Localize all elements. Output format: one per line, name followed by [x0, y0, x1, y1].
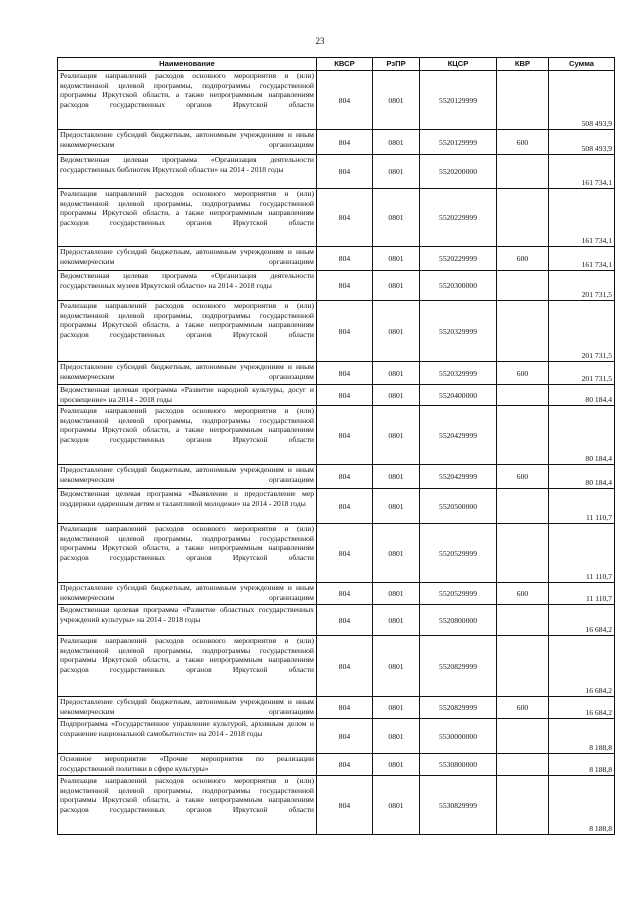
row-kvsr: 804	[317, 247, 373, 271]
table-row	[58, 605, 615, 636]
table-row	[58, 271, 615, 301]
table-row	[58, 776, 615, 835]
table-row	[58, 524, 615, 583]
row-kvr	[497, 776, 549, 835]
row-kvr: 600	[497, 130, 549, 155]
row-kcsr: 5520200000	[420, 155, 497, 189]
row-name: Подпрограмма «Государственное управление культурой, архивным делом и сохранение национальной самобытности» на 2014 - 2018 годы	[58, 719, 317, 754]
row-name: Реализация направлений расходов основного мероприятия и (или) ведомственной целевой программы, подпрограммы государственной программы Иркутской области, а также непрограммным направлениям расходов государственных органов Иркутской области	[58, 189, 317, 247]
row-kvr	[497, 719, 549, 754]
row-kvsr: 804	[317, 719, 373, 754]
table-row	[58, 130, 615, 155]
row-kcsr: 5520529999	[420, 583, 497, 605]
row-kvr	[497, 754, 549, 776]
table-row	[58, 71, 615, 130]
row-kcsr: 5520129999	[420, 130, 497, 155]
row-kvr: 600	[497, 465, 549, 489]
table-row	[58, 189, 615, 247]
row-name: Основное мероприятие «Прочие мероприятия по реализации государственной политики в сфере культуры»	[58, 754, 317, 776]
row-name: Реализация направлений расходов основного мероприятия и (или) ведомственной целевой программы, подпрограммы государственной программы Иркутской области, а также непрограммным направлениям расходов государственных органов Иркутской области	[58, 776, 317, 835]
table-row	[58, 362, 615, 385]
row-sum: 161 734,1	[549, 189, 615, 247]
row-rzpr: 0801	[373, 71, 420, 130]
row-kcsr: 5520300000	[420, 271, 497, 301]
row-name: Ведомственная целевая программа «Развитие областных государственных учреждений культуры» на 2014 - 2018 годы	[58, 605, 317, 636]
row-kcsr: 5520800000	[420, 605, 497, 636]
row-kvr	[497, 605, 549, 636]
row-name: Реализация направлений расходов основного мероприятия и (или) ведомственной целевой программы, подпрограммы государственной программы Иркутской области, а также непрограммным направлениям расходов государственных органов Иркутской области	[58, 71, 317, 130]
row-rzpr: 0801	[373, 776, 420, 835]
row-rzpr: 0801	[373, 583, 420, 605]
row-kvr	[497, 406, 549, 465]
row-sum: 8 188,8	[549, 776, 615, 835]
table-row	[58, 754, 615, 776]
row-sum: 11 110,7	[549, 583, 615, 605]
row-rzpr: 0801	[373, 130, 420, 155]
row-kcsr: 5520829999	[420, 697, 497, 719]
header-name: Наименование	[58, 58, 317, 71]
row-rzpr: 0801	[373, 524, 420, 583]
row-sum: 8 188,8	[549, 719, 615, 754]
row-name: Ведомственная целевая программа «Развитие народной культуры, досуг и просвещение» на 2014 - 2018 годы	[58, 385, 317, 406]
row-kcsr: 5520500000	[420, 489, 497, 524]
row-sum: 8 188,8	[549, 754, 615, 776]
row-kvr: 600	[497, 362, 549, 385]
row-rzpr: 0801	[373, 189, 420, 247]
row-kvr	[497, 524, 549, 583]
table-row	[58, 719, 615, 754]
row-kvsr: 804	[317, 362, 373, 385]
row-rzpr: 0801	[373, 719, 420, 754]
row-kcsr: 5530000000	[420, 719, 497, 754]
row-kcsr: 5530829999	[420, 776, 497, 835]
row-rzpr: 0801	[373, 697, 420, 719]
row-name: Предоставление субсидий бюджетным, автономным учреждениям и иным некоммерческим организациям	[58, 583, 317, 605]
row-kvr	[497, 189, 549, 247]
row-sum: 161 734,1	[549, 155, 615, 189]
table-row	[58, 489, 615, 524]
row-kcsr: 5520129999	[420, 71, 497, 130]
row-sum: 201 731,5	[549, 362, 615, 385]
header-kvsr: КВСР	[317, 58, 373, 71]
row-name: Реализация направлений расходов основного мероприятия и (или) ведомственной целевой программы, подпрограммы государственной программы Иркутской области, а также непрограммным направлениям расходов государственных органов Иркутской области	[58, 301, 317, 362]
row-rzpr: 0801	[373, 636, 420, 697]
row-kvr	[497, 636, 549, 697]
row-kvr	[497, 155, 549, 189]
row-kvr	[497, 271, 549, 301]
row-rzpr: 0801	[373, 301, 420, 362]
row-rzpr: 0801	[373, 271, 420, 301]
row-kvr	[497, 489, 549, 524]
row-sum: 508 493,9	[549, 130, 615, 155]
row-name: Реализация направлений расходов основного мероприятия и (или) ведомственной целевой программы, подпрограммы государственной программы Иркутской области, а также непрограммным направлениям расходов государственных органов Иркутской области	[58, 524, 317, 583]
row-name: Предоставление субсидий бюджетным, автономным учреждениям и иным некоммерческим организациям	[58, 247, 317, 271]
row-name: Ведомственная целевая программа «Организация деятельности государственных музеев Иркутской области» на 2014 - 2018 годы	[58, 271, 317, 301]
row-rzpr: 0801	[373, 465, 420, 489]
row-kvsr: 804	[317, 189, 373, 247]
row-kvsr: 804	[317, 71, 373, 130]
row-kvsr: 804	[317, 406, 373, 465]
row-kvr	[497, 301, 549, 362]
header-rzpr: РзПР	[373, 58, 420, 71]
row-name: Предоставление субсидий бюджетным, автономным учреждениям и иным некоммерческим организациям	[58, 697, 317, 719]
row-kcsr: 5530800000	[420, 754, 497, 776]
row-sum: 16 684,2	[549, 636, 615, 697]
table-row	[58, 406, 615, 465]
table-header-row	[58, 58, 615, 71]
row-kcsr: 5520429999	[420, 465, 497, 489]
row-kvr	[497, 385, 549, 406]
row-name: Реализация направлений расходов основного мероприятия и (или) ведомственной целевой программы, подпрограммы государственной программы Иркутской области, а также непрограммным направлениям расходов государственных органов Иркутской области	[58, 636, 317, 697]
row-rzpr: 0801	[373, 489, 420, 524]
row-sum: 201 731,5	[549, 271, 615, 301]
row-kvr: 600	[497, 247, 549, 271]
row-sum: 11 110,7	[549, 489, 615, 524]
header-sum: Сумма	[549, 58, 615, 71]
table-row	[58, 301, 615, 362]
table-row	[58, 583, 615, 605]
row-kvsr: 804	[317, 155, 373, 189]
row-sum: 80 184,4	[549, 465, 615, 489]
row-kcsr: 5520829999	[420, 636, 497, 697]
row-sum: 11 110,7	[549, 524, 615, 583]
row-kcsr: 5520400000	[420, 385, 497, 406]
table-row	[58, 385, 615, 406]
row-kvsr: 804	[317, 385, 373, 406]
table-row	[58, 465, 615, 489]
row-kvsr: 804	[317, 697, 373, 719]
row-kcsr: 5520329999	[420, 362, 497, 385]
row-sum: 16 684,2	[549, 605, 615, 636]
budget-table	[57, 57, 615, 835]
row-kcsr: 5520229999	[420, 247, 497, 271]
row-kvsr: 804	[317, 636, 373, 697]
row-kvsr: 804	[317, 754, 373, 776]
table-row	[58, 247, 615, 271]
row-kcsr: 5520529999	[420, 524, 497, 583]
table-row	[58, 697, 615, 719]
row-rzpr: 0801	[373, 754, 420, 776]
page-number: 23	[315, 36, 325, 46]
row-rzpr: 0801	[373, 385, 420, 406]
row-sum: 16 684,2	[549, 697, 615, 719]
row-sum: 508 493,9	[549, 71, 615, 130]
row-sum: 201 731,5	[549, 301, 615, 362]
row-kvsr: 804	[317, 583, 373, 605]
row-sum: 80 184,4	[549, 406, 615, 465]
row-kvsr: 804	[317, 130, 373, 155]
row-kvsr: 804	[317, 301, 373, 362]
row-name: Ведомственная целевая программа «Выявление и предоставление мер поддержки одаренным детям и талантливой молодежи» на 2014 - 2018 годы	[58, 489, 317, 524]
header-kcsr: КЦСР	[420, 58, 497, 71]
row-kcsr: 5520229999	[420, 189, 497, 247]
row-kvsr: 804	[317, 271, 373, 301]
row-name: Предоставление субсидий бюджетным, автономным учреждениям и иным некоммерческим организациям	[58, 465, 317, 489]
row-kvr: 600	[497, 697, 549, 719]
row-sum: 161 734,1	[549, 247, 615, 271]
row-kvr: 600	[497, 583, 549, 605]
row-kvsr: 804	[317, 489, 373, 524]
row-name: Реализация направлений расходов основного мероприятия и (или) ведомственной целевой программы, подпрограммы государственной программы Иркутской области, а также непрограммным направлениям расходов государственных органов Иркутской области	[58, 406, 317, 465]
row-sum: 80 184,4	[549, 385, 615, 406]
header-kvr: КВР	[497, 58, 549, 71]
row-rzpr: 0801	[373, 605, 420, 636]
row-kcsr: 5520429999	[420, 406, 497, 465]
row-rzpr: 0801	[373, 155, 420, 189]
row-name: Ведомственная целевая программа «Организация деятельности государственных библиотек Иркутской области» на 2014 - 2018 годы	[58, 155, 317, 189]
row-name: Предоставление субсидий бюджетным, автономным учреждениям и иным некоммерческим организациям	[58, 362, 317, 385]
table-row	[58, 155, 615, 189]
row-kcsr: 5520329999	[420, 301, 497, 362]
row-rzpr: 0801	[373, 247, 420, 271]
row-kvsr: 804	[317, 524, 373, 583]
row-kvsr: 804	[317, 465, 373, 489]
row-rzpr: 0801	[373, 362, 420, 385]
row-kvr	[497, 71, 549, 130]
row-rzpr: 0801	[373, 406, 420, 465]
table-row	[58, 636, 615, 697]
row-name: Предоставление субсидий бюджетным, автономным учреждениям и иным некоммерческим организациям	[58, 130, 317, 155]
row-kvsr: 804	[317, 605, 373, 636]
row-kvsr: 804	[317, 776, 373, 835]
